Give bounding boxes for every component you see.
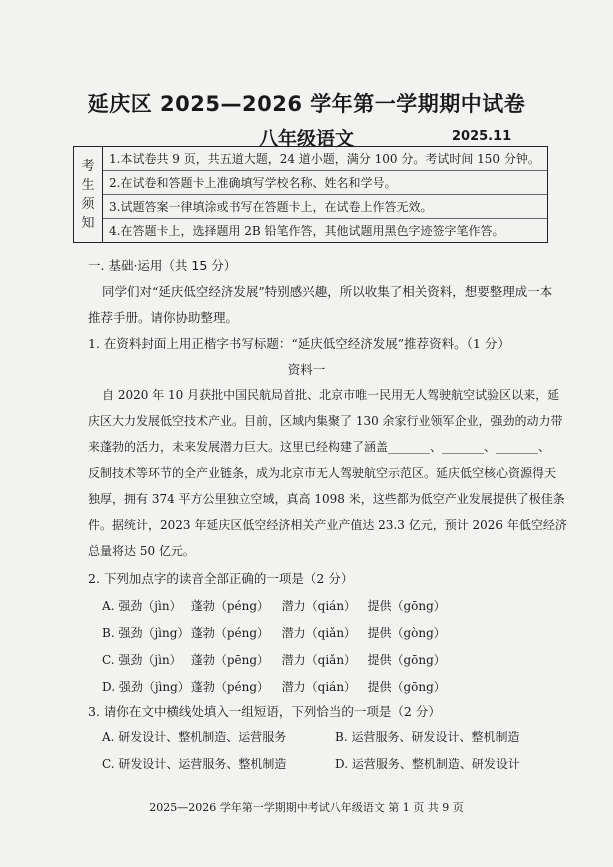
passage-line: 反制技术等环节的全产业链条，成为北京市无人驾驶航空示范区。延庆低空核心资源得天 bbox=[88, 466, 557, 480]
exam-title: 延庆区 2025—2026 学年第一学期期中试卷 bbox=[87, 92, 526, 116]
q2-option-row bbox=[102, 678, 446, 695]
exam-subtitle: 八年级语文 bbox=[258, 128, 354, 150]
q2-option: A. 强劲（jìn） bbox=[102, 599, 182, 613]
q2-option: 提供（gòng） bbox=[367, 626, 446, 640]
question-2: 2. 下列加点字的读音全部正确的一项是（2 分） bbox=[88, 571, 354, 586]
q3-option: A. 研发设计、整机制造、运营服务 bbox=[102, 730, 287, 744]
q2-option: B. 强劲（jìng） bbox=[102, 626, 190, 640]
q2-option: 蓬勃（pēng） bbox=[190, 653, 270, 667]
q2-option: 蓬勃（péng） bbox=[190, 626, 270, 640]
notice-box bbox=[73, 146, 548, 243]
notice-item: 2.在试卷和答题卡上准确填写学校名称、姓名和学号。 bbox=[103, 171, 547, 195]
passage-line: 自 2020 年 10 月获批中国民航局首批、北京市唯一民用无人驾驶航空试验区以来，延 bbox=[102, 388, 560, 402]
q2-option-row bbox=[102, 597, 446, 614]
q3-option: B. 运营服务、研发设计、整机制造 bbox=[335, 730, 520, 744]
page-footer: 2025—2026 学年第一学期期中考试八年级语文 第 1 页 共 9 页 bbox=[149, 801, 464, 814]
question-3: 3. 请你在文中横线处填入一组短语，下列恰当的一项是（2 分） bbox=[88, 704, 441, 719]
notice-item: 3.试题答案一律填涂或书写在答题卡上，在试卷上作答无效。 bbox=[103, 195, 547, 219]
q2-option: 提供（gōng） bbox=[367, 653, 446, 667]
q2-option: D. 强劲（jìng） bbox=[102, 680, 190, 694]
passage-line: 总量将达 50 亿元。 bbox=[88, 544, 195, 558]
q2-option: 提供（gōng） bbox=[367, 680, 446, 694]
notice-label-char: 生 bbox=[81, 177, 95, 193]
passage-line: 庆区大力发展低空技术产业。目前，区域内集聚了 130 余家行业领军企业，强劲的动力带 bbox=[88, 414, 563, 428]
q2-option: C. 强劲（jìn） bbox=[102, 653, 182, 667]
intro-line: 推荐手册。请你协助整理。 bbox=[88, 310, 239, 325]
passage-line: 件。据统计，2023 年延庆区低空经济相关产业产值达 23.3 亿元，预计 2026 年低空经济 bbox=[88, 518, 567, 532]
material-title: 资料一 bbox=[287, 362, 326, 377]
notice-item: 4.在答题卡上，选择题用 2B 铅笔作答，其他试题用黑色字迹签字笔作答。 bbox=[109, 224, 505, 238]
q2-option: 潜力（qián） bbox=[281, 680, 357, 694]
notice-items bbox=[103, 147, 547, 242]
section-heading: 一. 基础·运用（共 15 分） bbox=[88, 258, 237, 273]
notice-item: 1.本试卷共 9 页，共五道大题，24 道小题，满分 100 分。考试时间 150 分钟。 bbox=[103, 147, 547, 171]
q3-option: C. 研发设计、运营服务、整机制造 bbox=[102, 757, 287, 771]
q3-option: D. 运营服务、整机制造、研发设计 bbox=[335, 757, 520, 771]
notice-label bbox=[74, 147, 103, 242]
notice-label-char: 考 bbox=[81, 158, 95, 174]
q2-option: 潜力（qiǎn） bbox=[281, 626, 357, 640]
passage-line: 来蓬勃的活力，未来发展潜力巨大。这里已经构建了涵盖_______、_______、_______、 bbox=[88, 440, 551, 454]
q2-option: 蓬勃（péng） bbox=[190, 680, 270, 694]
q2-option: 提供（gōng） bbox=[367, 599, 446, 613]
q2-option-row bbox=[102, 624, 446, 641]
question-1: 1. 在资料封面上用正楷字书写标题：“延庆低空经济发展”推荐资料。（1 分） bbox=[88, 336, 510, 351]
q2-option: 潜力（qiǎn） bbox=[281, 653, 357, 667]
q2-option: 潜力（qián） bbox=[281, 599, 357, 613]
notice-label-char: 须 bbox=[81, 196, 95, 212]
passage-line: 独厚，拥有 374 平方公里独立空域，真高 1098 米，这些都为低空产业发展提供了极佳条 bbox=[88, 492, 565, 506]
q2-option-row bbox=[102, 651, 446, 668]
notice-label-char: 知 bbox=[81, 215, 95, 231]
exam-date: 2025.11 bbox=[452, 129, 512, 144]
q2-option: 蓬勃（péng） bbox=[190, 599, 270, 613]
intro-line: 同学们对“延庆低空经济发展”特别感兴趣，所以收集了相关资料，想要整理成一本 bbox=[102, 284, 553, 299]
